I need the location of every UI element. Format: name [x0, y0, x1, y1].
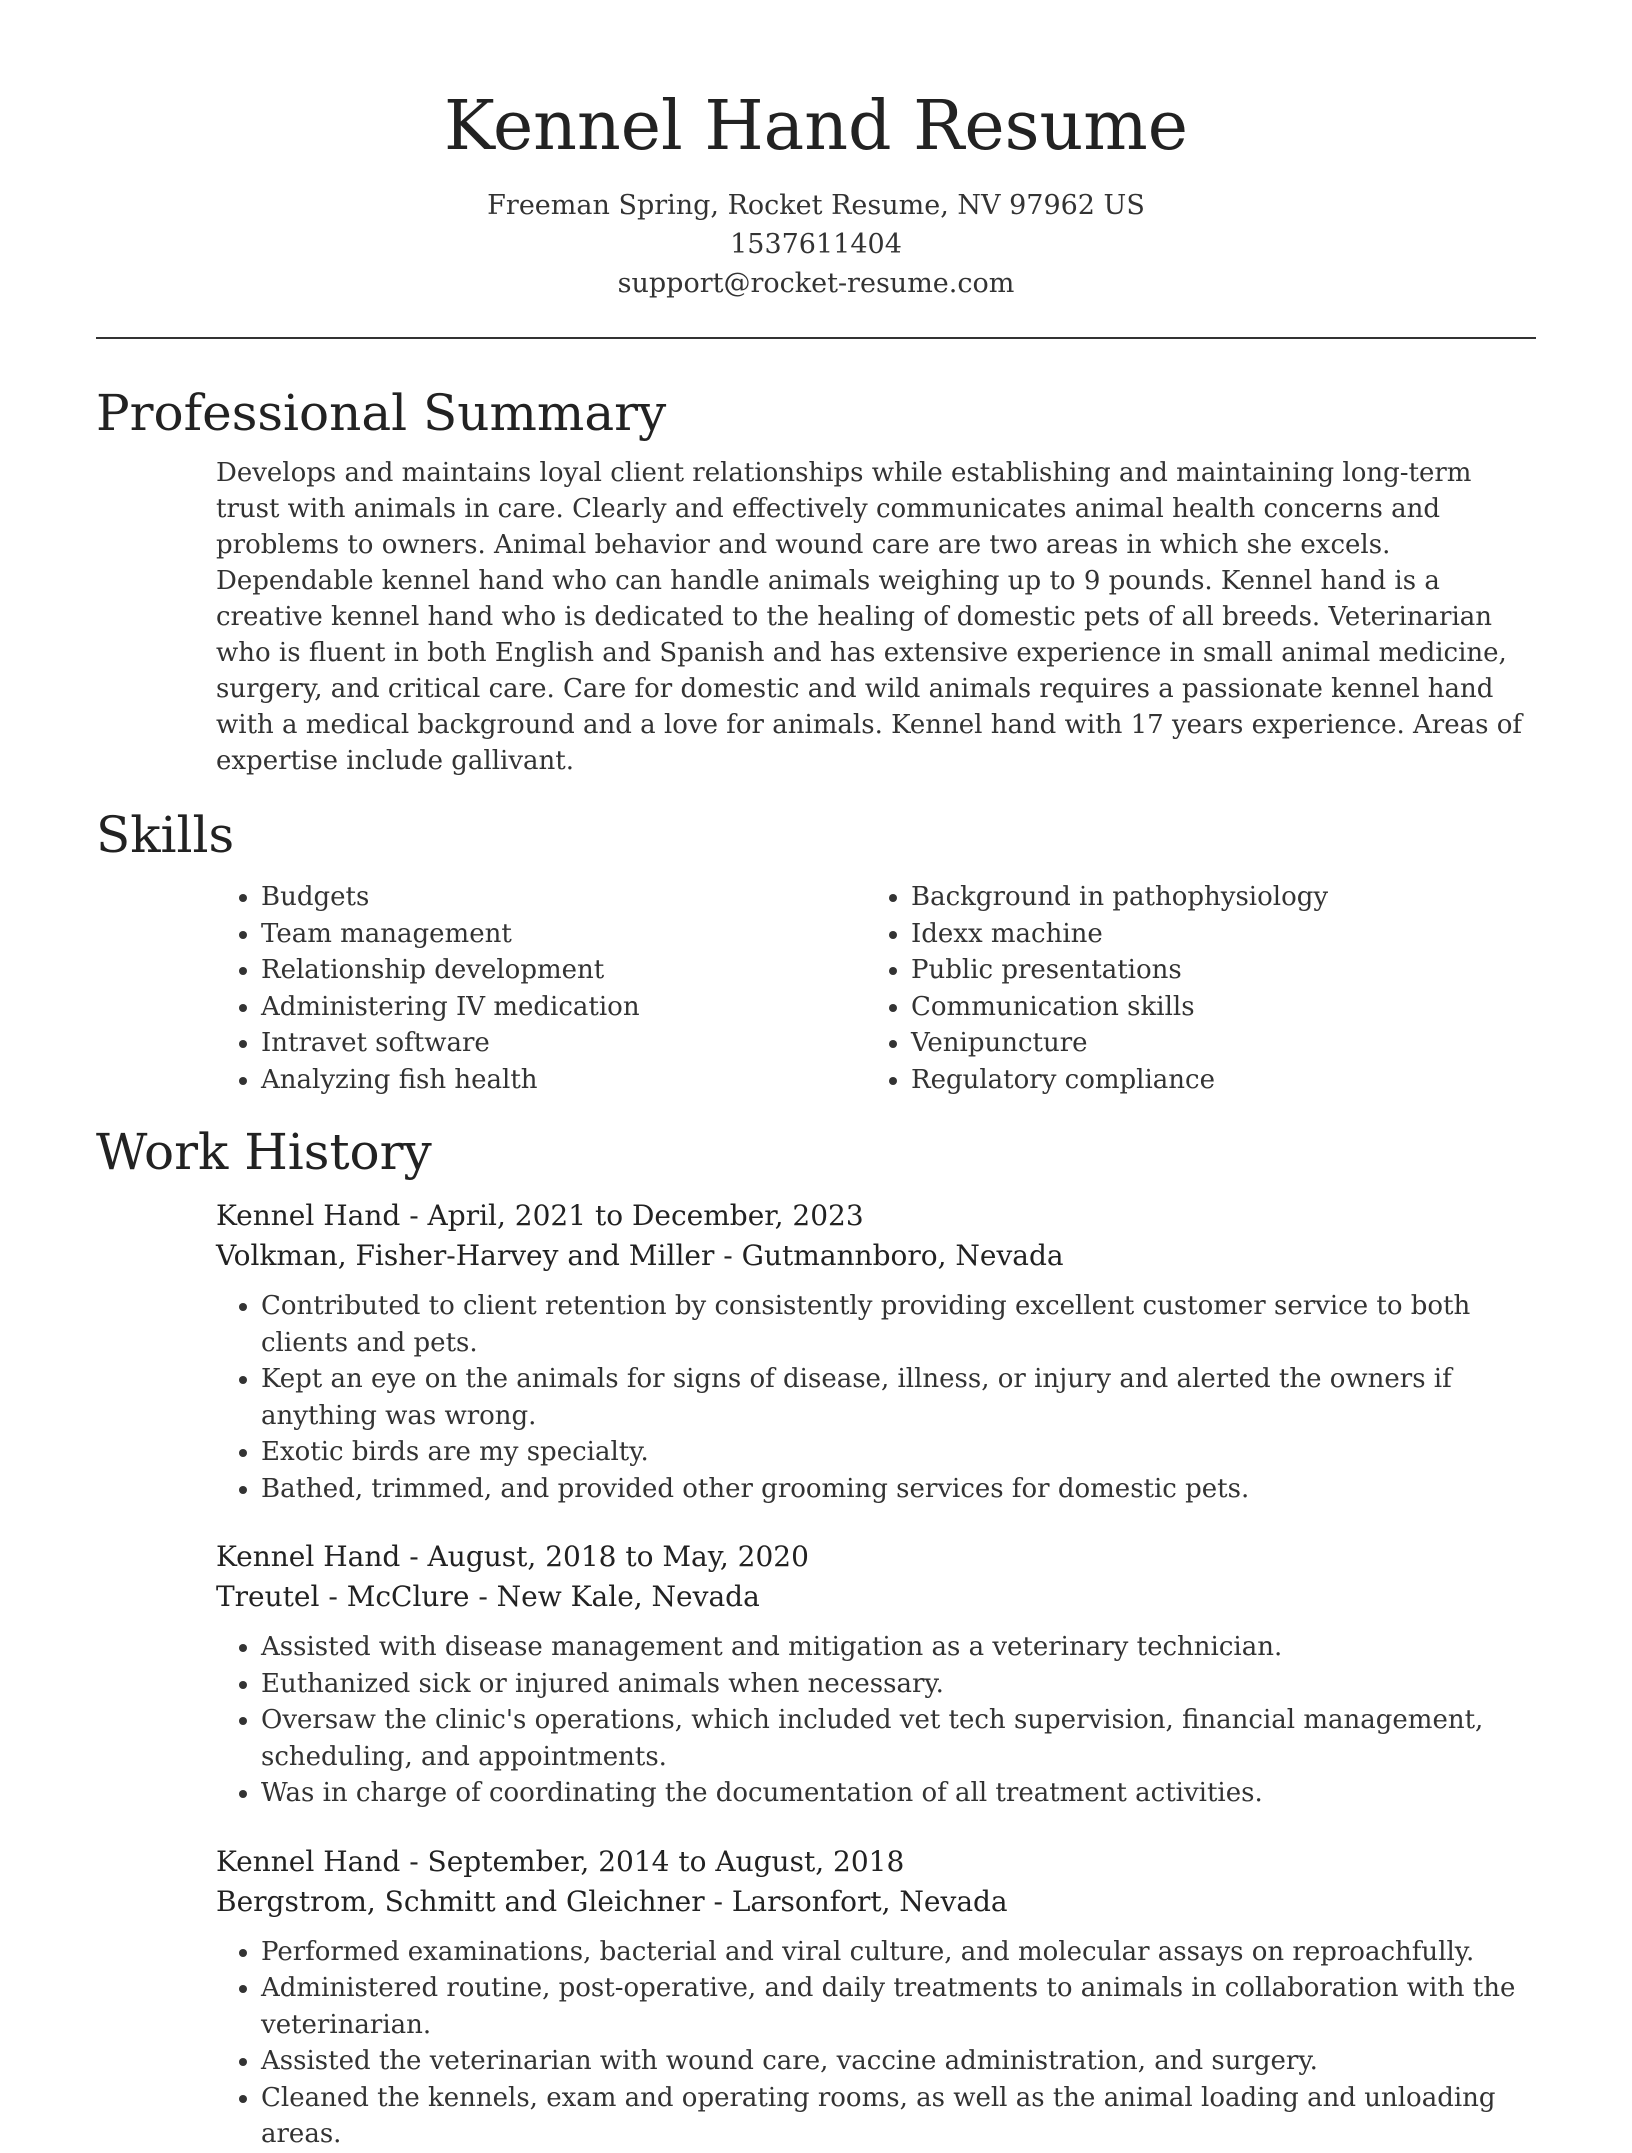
- job-bullet: • Administered routine, post-operative, and daily treatments to animals in collaboration with the veterinarian.: [261, 1970, 1536, 2043]
- job-bullets: [216, 1629, 1536, 1812]
- skills-section: [96, 805, 1536, 1098]
- job-company-line: Volkman, Fisher-Harvey and Miller - Gutmannboro, Nevada: [216, 1239, 1064, 1272]
- skills-column-left: [216, 879, 866, 1098]
- skills-column-right: [866, 879, 1516, 1098]
- contact-block: [96, 186, 1536, 303]
- skill-item: • Public presentations: [911, 952, 1516, 989]
- resume-page: [96, 0, 1536, 2153]
- job-bullets: [216, 1934, 1536, 2153]
- skill-item: • Regulatory compliance: [911, 1062, 1516, 1099]
- job-bullet: • Bathed, trimmed, and provided other grooming services for domestic pets.: [261, 1471, 1536, 1508]
- resume-name: Kennel Hand Resume: [443, 87, 1189, 166]
- job-company-line: Treutel - McClure - New Kale, Nevada: [216, 1580, 760, 1613]
- skills-grid: [216, 879, 1536, 1098]
- job-bullet: • Contributed to client retention by consistently providing excellent customer service to both clients and pets.: [261, 1288, 1536, 1361]
- skills-heading: Skills: [96, 806, 235, 864]
- skill-item: • Analyzing fish health: [261, 1062, 866, 1099]
- skill-item: • Budgets: [261, 879, 866, 916]
- skill-item: • Background in pathophysiology: [911, 879, 1516, 916]
- job-entry: [216, 1196, 1536, 1507]
- job-bullet: • Exotic birds are my specialty.: [261, 1434, 1536, 1471]
- job-entry: [216, 1537, 1536, 1812]
- skill-item: • Team management: [261, 916, 866, 953]
- header-divider: [96, 337, 1536, 339]
- summary-heading: Professional Summary: [96, 384, 667, 442]
- skill-item: • Intravet software: [261, 1025, 866, 1062]
- work-section: [96, 1122, 1536, 2153]
- summary-text: Develops and maintains loyal client relationships while establishing and maintaining long-term trust with animals in care. Clearly and effectively communicates animal health concerns and problems to owners. Animal behavior and wound care are two areas in which she excels. Dependable kennel hand who can handle animals weighing up to 9 pounds. Kennel hand is a creative kennel hand who is dedicated to the healing of domestic pets of all breeds. Veterinarian who is fluent in both English and Spanish and has extensive experience in small animal medicine, surgery, and critical care. Care for domestic and wild animals requires a passionate kennel hand with a medical background and a love for animals. Kennel hand with 17 years experience. Areas of expertise include gallivant.: [216, 458, 1522, 776]
- job-title-line: Kennel Hand - September, 2014 to August, 2018: [216, 1844, 905, 1878]
- job-bullet: • Assisted the veterinarian with wound care, vaccine administration, and surgery.: [261, 2043, 1536, 2080]
- job-company-line: Bergstrom, Schmitt and Gleichner - Larsonfort, Nevada: [216, 1884, 1008, 1918]
- job-title-line: Kennel Hand - April, 2021 to December, 2023: [216, 1199, 864, 1232]
- skill-item: • Idexx machine: [911, 916, 1516, 953]
- job-bullet: • Cleaned the kennels, exam and operating rooms, as well as the animal loading and unloading areas.: [261, 2080, 1536, 2153]
- job-bullet: • Performed examinations, bacterial and viral culture, and molecular assays on reproachfully.: [261, 1934, 1536, 1971]
- summary-section: [96, 383, 1536, 779]
- contact-address: Freeman Spring, Rocket Resume, NV 97962 US: [487, 190, 1145, 221]
- skill-item: • Relationship development: [261, 952, 866, 989]
- job-bullet: • Euthanized sick or injured animals when necessary.: [261, 1666, 1536, 1703]
- job-entry: [216, 1842, 1536, 2153]
- job-bullets: [216, 1288, 1536, 1507]
- job-bullet: • Assisted with disease management and mitigation as a veterinary technician.: [261, 1629, 1536, 1666]
- job-bullet: • Kept an eye on the animals for signs of disease, illness, or injury and alerted the owners if anything was wrong.: [261, 1361, 1536, 1434]
- contact-phone: 1537611404: [730, 229, 902, 260]
- job-bullet: • Oversaw the clinic's operations, which included vet tech supervision, financial management, scheduling, and appointments.: [261, 1702, 1536, 1775]
- resume-header: [96, 0, 1536, 303]
- contact-email: support@rocket-resume.com: [617, 268, 1015, 299]
- job-bullet: • Was in charge of coordinating the documentation of all treatment activities.: [261, 1775, 1536, 1812]
- work-heading: Work History: [96, 1123, 432, 1181]
- skill-item: • Venipuncture: [911, 1025, 1516, 1062]
- job-title-line: Kennel Hand - August, 2018 to May, 2020: [216, 1540, 809, 1573]
- skill-item: • Communication skills: [911, 989, 1516, 1026]
- skill-item: • Administering IV medication: [261, 989, 866, 1026]
